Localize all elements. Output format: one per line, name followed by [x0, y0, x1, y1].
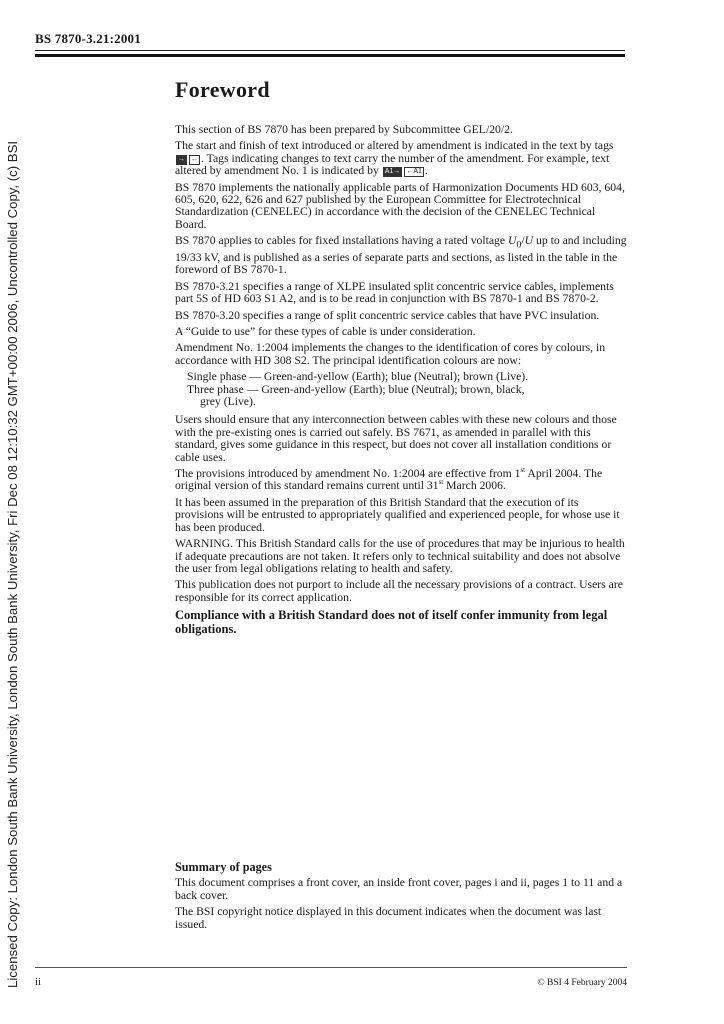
- standard-number: BS 7870-3.21:2001: [35, 31, 141, 46]
- ordinal-first: st: [520, 466, 526, 475]
- ordinal-thirty-first: st: [438, 478, 444, 487]
- copyright-notice: © BSI 4 February 2004: [537, 978, 627, 988]
- tag-start-icon: →: [178, 155, 185, 163]
- watermark-text: Licensed Copy: London South Bank University, London South Bank University, Fri Dec 08 12:10:32 GMT+00:00 2006, Uncontrolled Copy, (c) BSI: [5, 140, 20, 988]
- voltage-sub: 0: [516, 239, 522, 251]
- paragraph-guide: A “Guide to use” for these types of cable is under consideration.: [175, 325, 476, 339]
- voltage-text-b: up to and including 19/33 kV, and is published as a series of separate parts and sections, as listed in the table in the foreword of BS 7870-1.: [175, 234, 627, 277]
- foreword-body: [175, 124, 627, 640]
- dates-text-b: April 2004. The original version of this standard remains current until 31: [175, 467, 603, 493]
- paragraph-xlpe: BS 7870-3.21 specifies a range of XLPE insulated split concentric service cables, implements part 5S of HD 603 S1 A2, and is to be read in conjunction with BS 7870-1 and BS 7870-2.: [175, 279, 614, 306]
- tag-a1-end-icon: ←A1: [406, 168, 422, 176]
- paragraph-assumption: It has been assumed in the preparation of this British Standard that the execution of its provisions will be entrusted to appropriately qualified and experienced people, for whose use it has been produced.: [175, 495, 620, 534]
- header-rule-thick: [35, 54, 625, 57]
- voltage-u0: U: [508, 234, 517, 248]
- colour-list: [187, 371, 627, 408]
- tag-end-icon: ←: [191, 155, 198, 163]
- paragraph-amendment: Amendment No. 1:2004 implements the changes to the identification of cores by colours, in accordance with HD 308 S2. The principal identification colours are now:: [175, 341, 606, 367]
- summary-pages: This document comprises a front cover, an inside front cover, pages i and ii, pages 1 to 11 and a back cover.: [175, 876, 623, 902]
- paragraph-compliance: Compliance with a British Standard does not of itself confer immunity from legal obligations.: [175, 608, 608, 637]
- tags-text-a: The start and finish of text introduced or altered by amendment is indicated in the text by tags: [175, 139, 614, 153]
- dates-text-c: March 2006.: [443, 479, 506, 493]
- summary-copyright-note: The BSI copyright notice displayed in this document indicates when the document was last issued.: [175, 905, 602, 931]
- licensed-copy-watermark: [2, 28, 24, 988]
- dates-text-a: The provisions introduced by amendment No. 1:2004 are effective from 1: [175, 467, 521, 481]
- page-title: Foreword: [175, 77, 270, 102]
- tag-a1-start-icon: A1→: [384, 168, 401, 176]
- summary-heading: Summary of pages: [175, 860, 272, 874]
- three-phase-item: Three phase — Green-and-yellow (Earth); blue (Neutral); brown, black,: [187, 382, 525, 396]
- tags-text-b: . Tags indicating changes to text carry the number of the amendment. For example, text altered by amendment No. 1 is indicated by: [175, 151, 610, 178]
- paragraph-contract: This publication does not purport to include all the necessary provisions of a contract. Users are responsible for its correct application.: [175, 578, 623, 604]
- single-phase-item: Single phase — Green-and-yellow (Earth); blue (Neutral); brown (Live).: [187, 370, 529, 384]
- paragraph-harmonization: BS 7870 implements the nationally applicable parts of Harmonization Documents HD 603, 604, 605, 620, 622, 626 and 627 published by the European Committee for Electrotechnical Standardization (CENELEC) in accordance with the decision of the CENELEC Technical Board.: [175, 180, 625, 231]
- paragraph-voltage: [175, 235, 627, 277]
- voltage-u: U: [524, 234, 534, 248]
- page-number: ii: [35, 976, 42, 988]
- paragraph-warning: WARNING. This British Standard calls for the use of procedures that may be injurious to health if adequate precautions are not taken. It refers only to technical suitability and does not absolve the user from legal obligations relating to health and safety.: [175, 537, 625, 575]
- paragraph-tags: [175, 140, 627, 177]
- voltage-sep: /: [521, 234, 525, 248]
- summary-of-pages: [175, 861, 627, 935]
- three-phase-item-cont: grey (Live).: [200, 395, 256, 409]
- tags-text-c: .: [424, 164, 428, 178]
- paragraph-interconnection: Users should ensure that any interconnection between cables with these new colours and those with the pre-existing ones is carried out safely. BS 7671, as amended in parallel with this standard, gives some guidance in this respect, but does not cover all installation conditions or cable uses.: [175, 413, 617, 464]
- header-rule-thin: [35, 50, 625, 51]
- voltage-text-a: BS 7870 applies to cables for fixed installations having a rated voltage: [175, 234, 509, 248]
- footer-rule: [35, 967, 627, 968]
- paragraph-effective-dates: [175, 468, 627, 493]
- paragraph-pvc: BS 7870-3.20 specifies a range of split concentric service cables that have PVC insulation.: [175, 308, 600, 322]
- paragraph-subcommittee: This section of BS 7870 has been prepared by Subcommittee GEL/20/2.: [175, 123, 513, 136]
